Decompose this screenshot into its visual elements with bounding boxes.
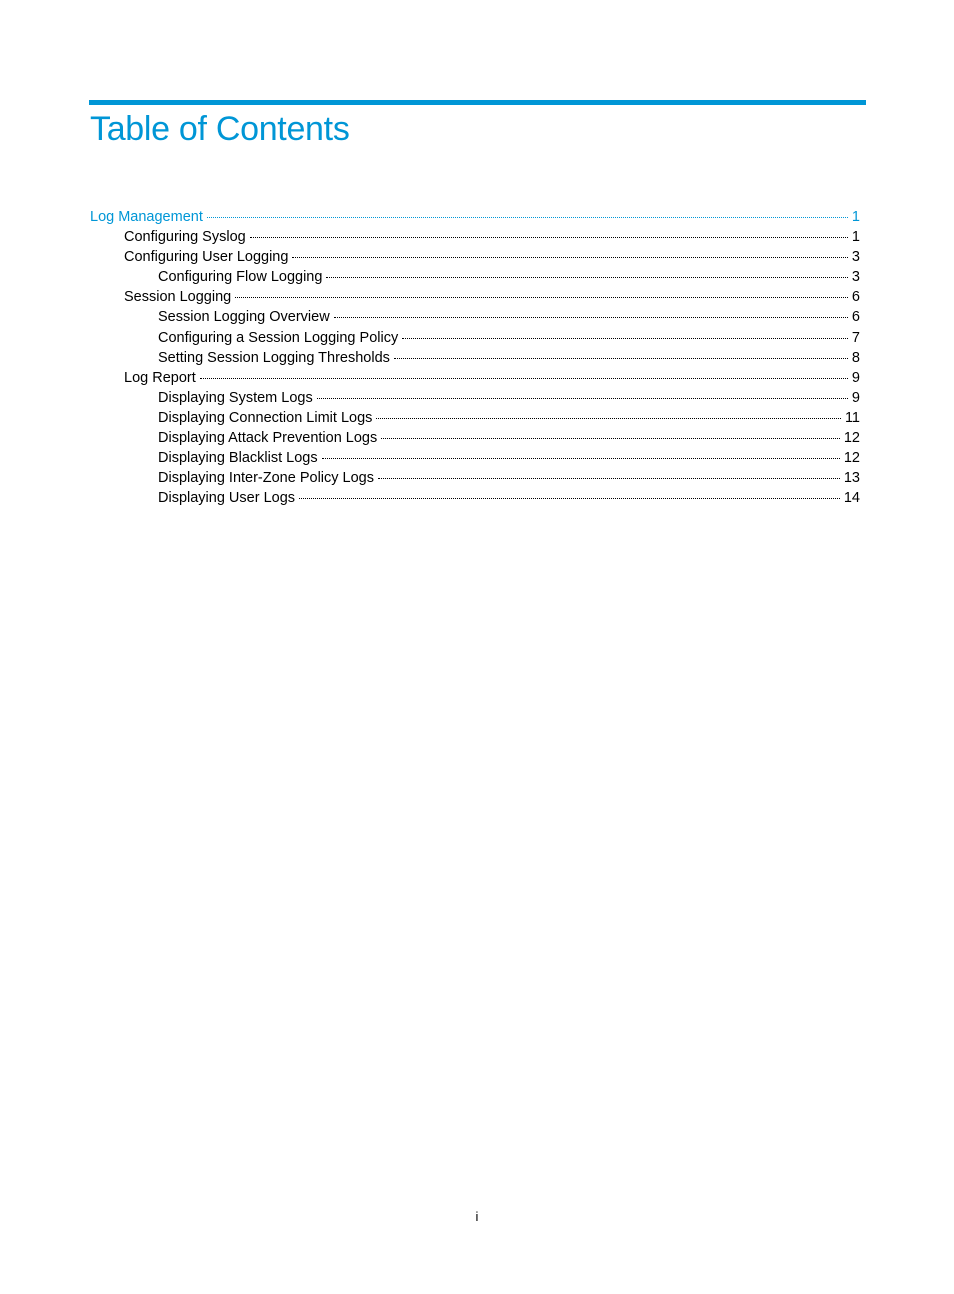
toc-entry[interactable] [90,307,860,327]
toc-entry-page: 3 [851,269,860,286]
toc-entry-page: 6 [851,289,860,306]
toc-dot-leader [207,216,848,218]
toc-dot-leader [322,457,840,459]
toc-dot-leader [299,497,840,499]
toc-entry-title: Log Report [124,369,196,386]
toc-entry[interactable] [90,388,860,408]
toc-entry[interactable] [90,408,860,428]
toc-entry-title: Displaying Inter-Zone Policy Logs [158,470,374,487]
toc-entry-page: 1 [851,209,860,225]
toc-entry[interactable] [90,368,860,388]
toc-entry[interactable] [90,287,860,307]
toc-entry[interactable] [90,488,860,508]
toc-dot-leader [292,256,847,258]
toc-entry-page: 9 [851,369,860,386]
toc-entry-title: Displaying User Logs [158,490,296,507]
toc-entry-page: 12 [843,430,860,447]
toc-entry-page: 14 [843,490,860,507]
toc-entry-page: 3 [851,249,860,266]
toc-entry-page: 8 [851,349,860,366]
toc-dot-leader [317,397,848,399]
toc-dot-leader [334,316,848,318]
toc-dot-leader [378,477,840,479]
toc-entry[interactable] [90,468,860,488]
toc-entry[interactable] [90,207,860,227]
toc-entry-page: 7 [851,329,860,346]
toc-dot-leader [235,296,848,298]
toc-entry-title: Configuring Flow Logging [158,269,323,286]
toc-dot-leader [376,417,841,419]
toc-entry-page: 13 [843,470,860,487]
toc-entry-title: Displaying Attack Prevention Logs [158,430,378,447]
toc-entry-title: Displaying Connection Limit Logs [158,409,373,426]
toc-entry-title: Displaying Blacklist Logs [158,450,318,467]
toc-entry-title: Session Logging [124,289,232,306]
toc-entry[interactable] [90,428,860,448]
toc-list [90,207,860,508]
page-number: i [475,1209,479,1224]
toc-dot-leader [394,357,848,359]
toc-entry-title: Configuring Syslog [124,229,246,246]
toc-dot-leader [402,337,848,339]
title-rule [89,100,866,105]
toc-dot-leader [326,276,847,278]
toc-entry[interactable] [90,448,860,468]
toc-dot-leader [250,236,848,238]
toc-dot-leader [200,377,848,379]
toc-entry-title: Session Logging Overview [158,309,330,326]
toc-entry-title: Log Management [90,209,203,225]
toc-entry-page: 1 [851,229,860,246]
toc-entry[interactable] [90,247,860,267]
toc-entry-title: Setting Session Logging Thresholds [158,349,390,366]
toc-entry[interactable] [90,227,860,247]
toc-entry-title: Displaying System Logs [158,389,313,406]
toc-entry-title: Configuring User Logging [124,249,289,266]
toc-dot-leader [381,437,840,439]
toc-entry-page: 9 [851,389,860,406]
page-title: Table of Contents [90,110,350,148]
toc-entry-page: 11 [844,409,860,426]
toc-entry-page: 6 [851,309,860,326]
toc-entry-title: Configuring a Session Logging Policy [158,329,399,346]
toc-entry[interactable] [90,267,860,287]
toc-entry[interactable] [90,328,860,348]
toc-entry-page: 12 [843,450,860,467]
toc-entry[interactable] [90,348,860,368]
